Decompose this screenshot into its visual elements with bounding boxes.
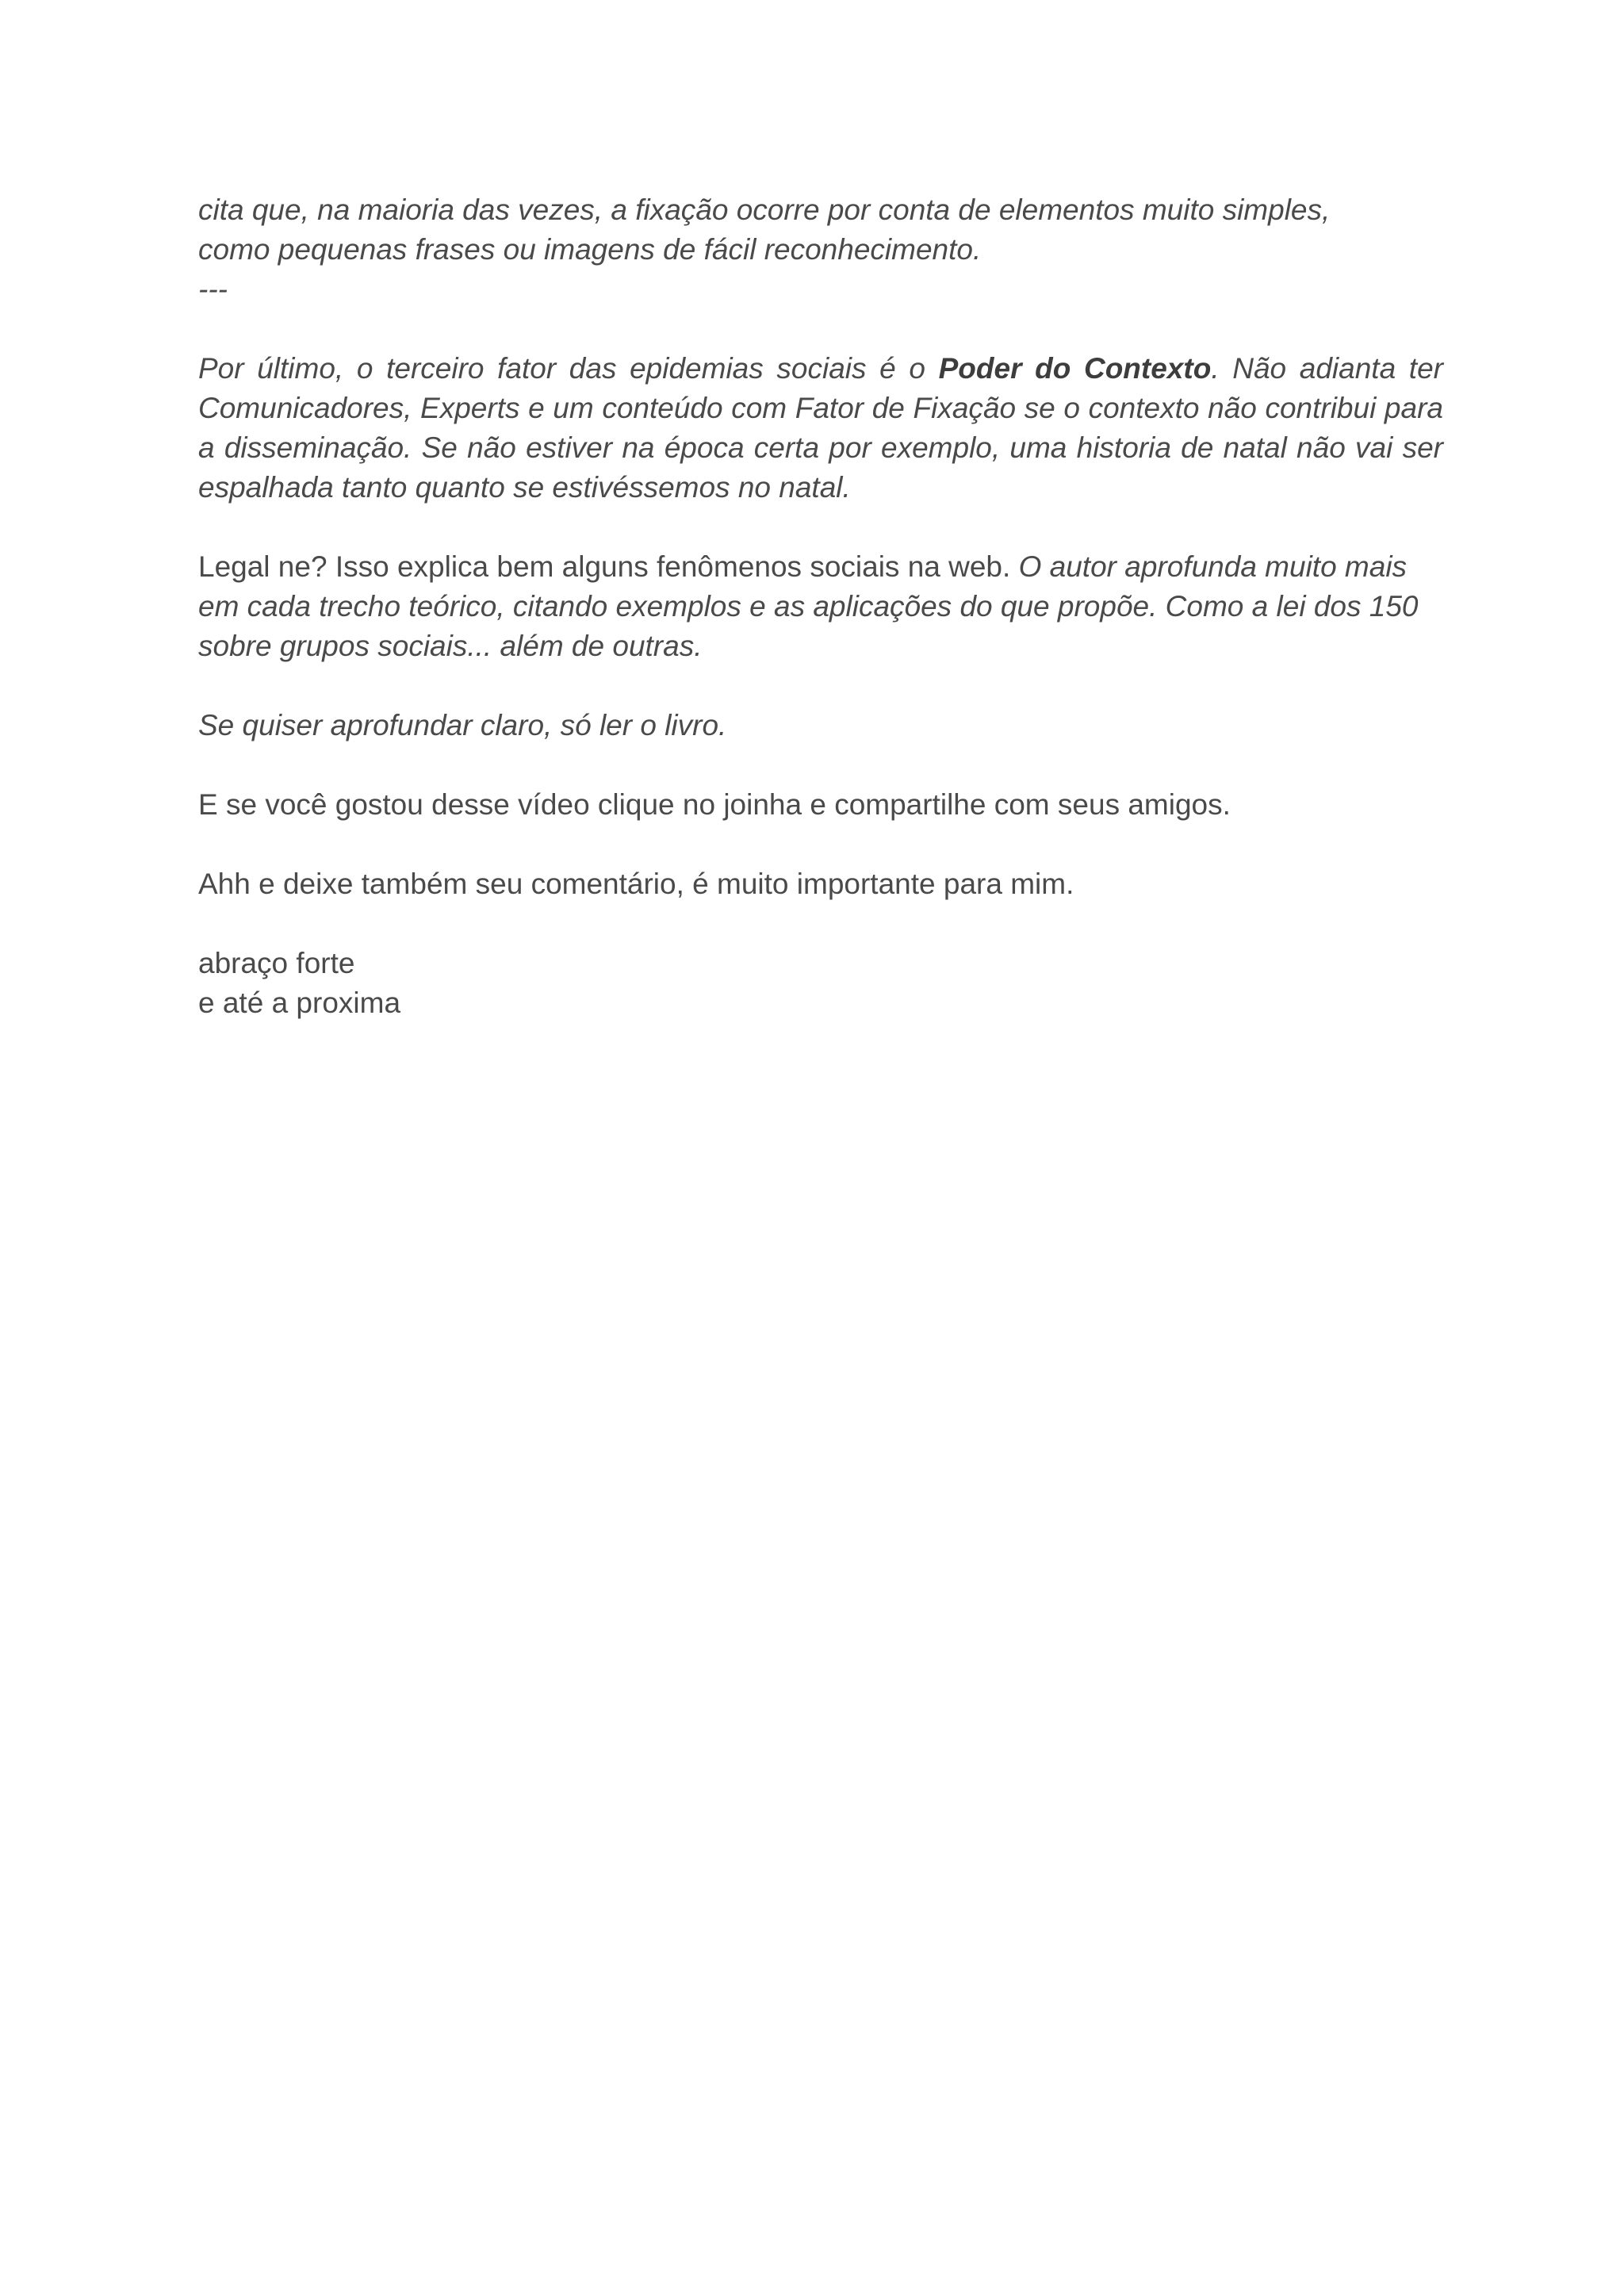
closing-paragraph: [198, 944, 1443, 1023]
document-body: [198, 190, 1443, 1023]
book-line: Se quiser aprofundar claro, só ler o livro.: [198, 709, 727, 741]
section-separator: ---: [198, 273, 228, 305]
legal-text-plain: Legal ne? Isso explica bem alguns fenômenos sociais na web.: [198, 550, 1019, 583]
context-bold-term: Poder do Contexto: [938, 352, 1212, 385]
legal-text-italic: O autor aprofunda muito mais em cada trecho teórico, citando exemplos e as aplicações do que propõe. Como a lei dos 150 sobre grupos sociais... além de outras.: [198, 550, 1419, 662]
intro-line-2: como pequenas frases ou imagens de fácil reconhecimento.: [198, 233, 982, 266]
intro-line-1: cita que, na maioria das vezes, a fixação ocorre por conta de elementos muito simples,: [198, 193, 1331, 226]
closing-line-1: abraço forte: [198, 947, 355, 979]
closing-line-2: e até a proxima: [198, 987, 401, 1019]
comment-line: Ahh e deixe também seu comentário, é muito importante para mim.: [198, 868, 1074, 900]
context-text-after: . Não adianta ter Comunicadores, Experts e um conteúdo com Fator de Fixação se o contexto não contribui para a disseminação. Se não estiver na época certa por exemplo, uma historia de natal não vai ser espalhada tanto quanto se estivéssemos no natal.: [198, 352, 1443, 504]
legal-paragraph: [198, 547, 1443, 666]
context-text-before: Por último, o terceiro fator das epidemias sociais é o: [198, 352, 939, 385]
context-paragraph: [198, 349, 1443, 508]
intro-paragraph: [198, 190, 1443, 309]
like-line: E se você gostou desse vídeo clique no joinha e compartilhe com seus amigos.: [198, 788, 1231, 821]
